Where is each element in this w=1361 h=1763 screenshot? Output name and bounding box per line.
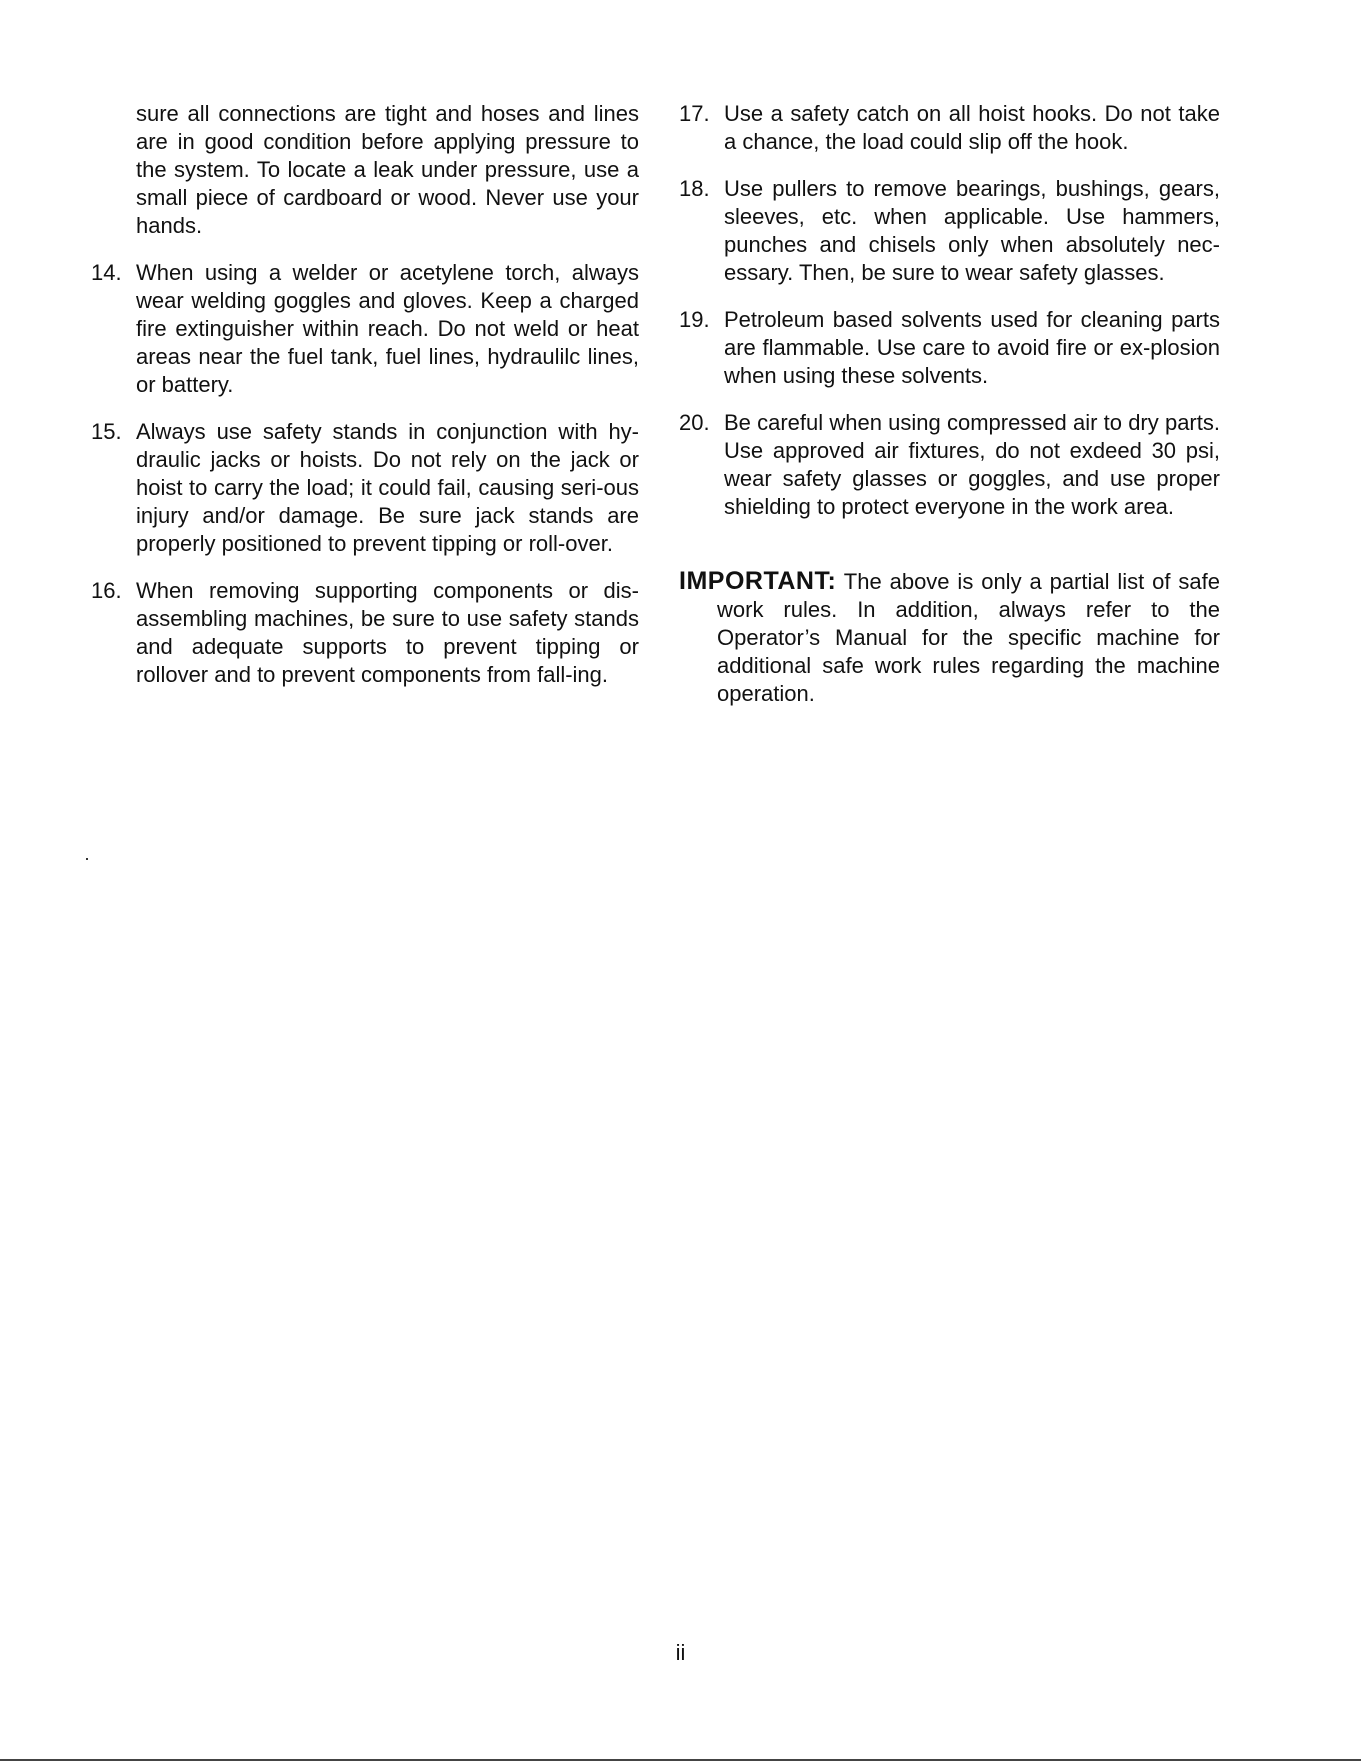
rule-text: Always use safety stands in conjunction with hy-draulic jacks or hoists. Do not rely on the jack or hoist to carry the load; it could fail, causing seri-ous injury and/or damage. Be sure jack stands are properly positioned to prevent tipping or roll-over. xyxy=(136,419,639,556)
bottom-edge-rule xyxy=(0,1759,1361,1761)
safety-rule-15 xyxy=(91,418,639,558)
rule-text: Use a safety catch on all hoist hooks. Do not take a chance, the load could slip off the hook. xyxy=(724,101,1220,154)
safety-rule-17 xyxy=(679,100,1220,156)
rule-number: 14. xyxy=(91,260,122,285)
important-text: The above is only a partial list of safe work rules. In addition, always refer to the Operator’s Manual for the specific machine for additional safe work rules regarding the machine operation. xyxy=(717,569,1221,706)
safety-rule-18 xyxy=(679,175,1220,287)
rule-text: Be careful when using compressed air to dry parts. Use approved air fixtures, do not exdeed 30 psi, wear safety glasses or goggles, and use proper shielding to protect everyone in the work area. xyxy=(724,410,1220,519)
right-column xyxy=(679,100,1220,730)
important-label: IMPORTANT: xyxy=(679,567,837,595)
safety-rule-16 xyxy=(91,577,639,689)
rule-text: When using a welder or acetylene torch, always wear welding goggles and gloves. Keep a charged fire extinguisher within reach. Do not weld or heat areas near the fuel tank, fuel lines, hydraulilc lines, or battery. xyxy=(136,260,639,397)
rule-number: 18. xyxy=(679,176,710,201)
rule-number: 15. xyxy=(91,419,122,444)
left-column xyxy=(91,100,639,708)
continued-paragraph: sure all connections are tight and hoses and lines are in good condition before applying pressure to the system. To locate a leak under pressure, use a small piece of cardboard or wood. Never use your hands. xyxy=(136,101,639,238)
rule-number: 19. xyxy=(679,307,710,332)
rule-text: Petroleum based solvents used for cleaning parts are flammable. Use care to avoid fire or ex-plosion when using these solvents. xyxy=(724,307,1220,388)
page-number: ii xyxy=(675,1640,686,1665)
safety-rule-14 xyxy=(91,259,639,399)
safety-rule-20 xyxy=(679,409,1220,521)
important-note xyxy=(679,567,1220,708)
rule-number: 17. xyxy=(679,101,710,126)
rule-number: 20. xyxy=(679,410,710,435)
safety-rule-19 xyxy=(679,306,1220,390)
rule-text: Use pullers to remove bearings, bushings, gears, sleeves, etc. when applicable. Use hammers, punches and chisels only when absolutely nec-essary. Then, be sure to wear safety glasses. xyxy=(724,176,1220,285)
rule-text: When removing supporting components or dis-assembling machines, be sure to use safety stands and adequate supports to prevent tipping or rollover and to prevent components from fall-ing. xyxy=(136,578,639,687)
rule-number: 16. xyxy=(91,578,122,603)
scan-speck xyxy=(86,858,88,860)
